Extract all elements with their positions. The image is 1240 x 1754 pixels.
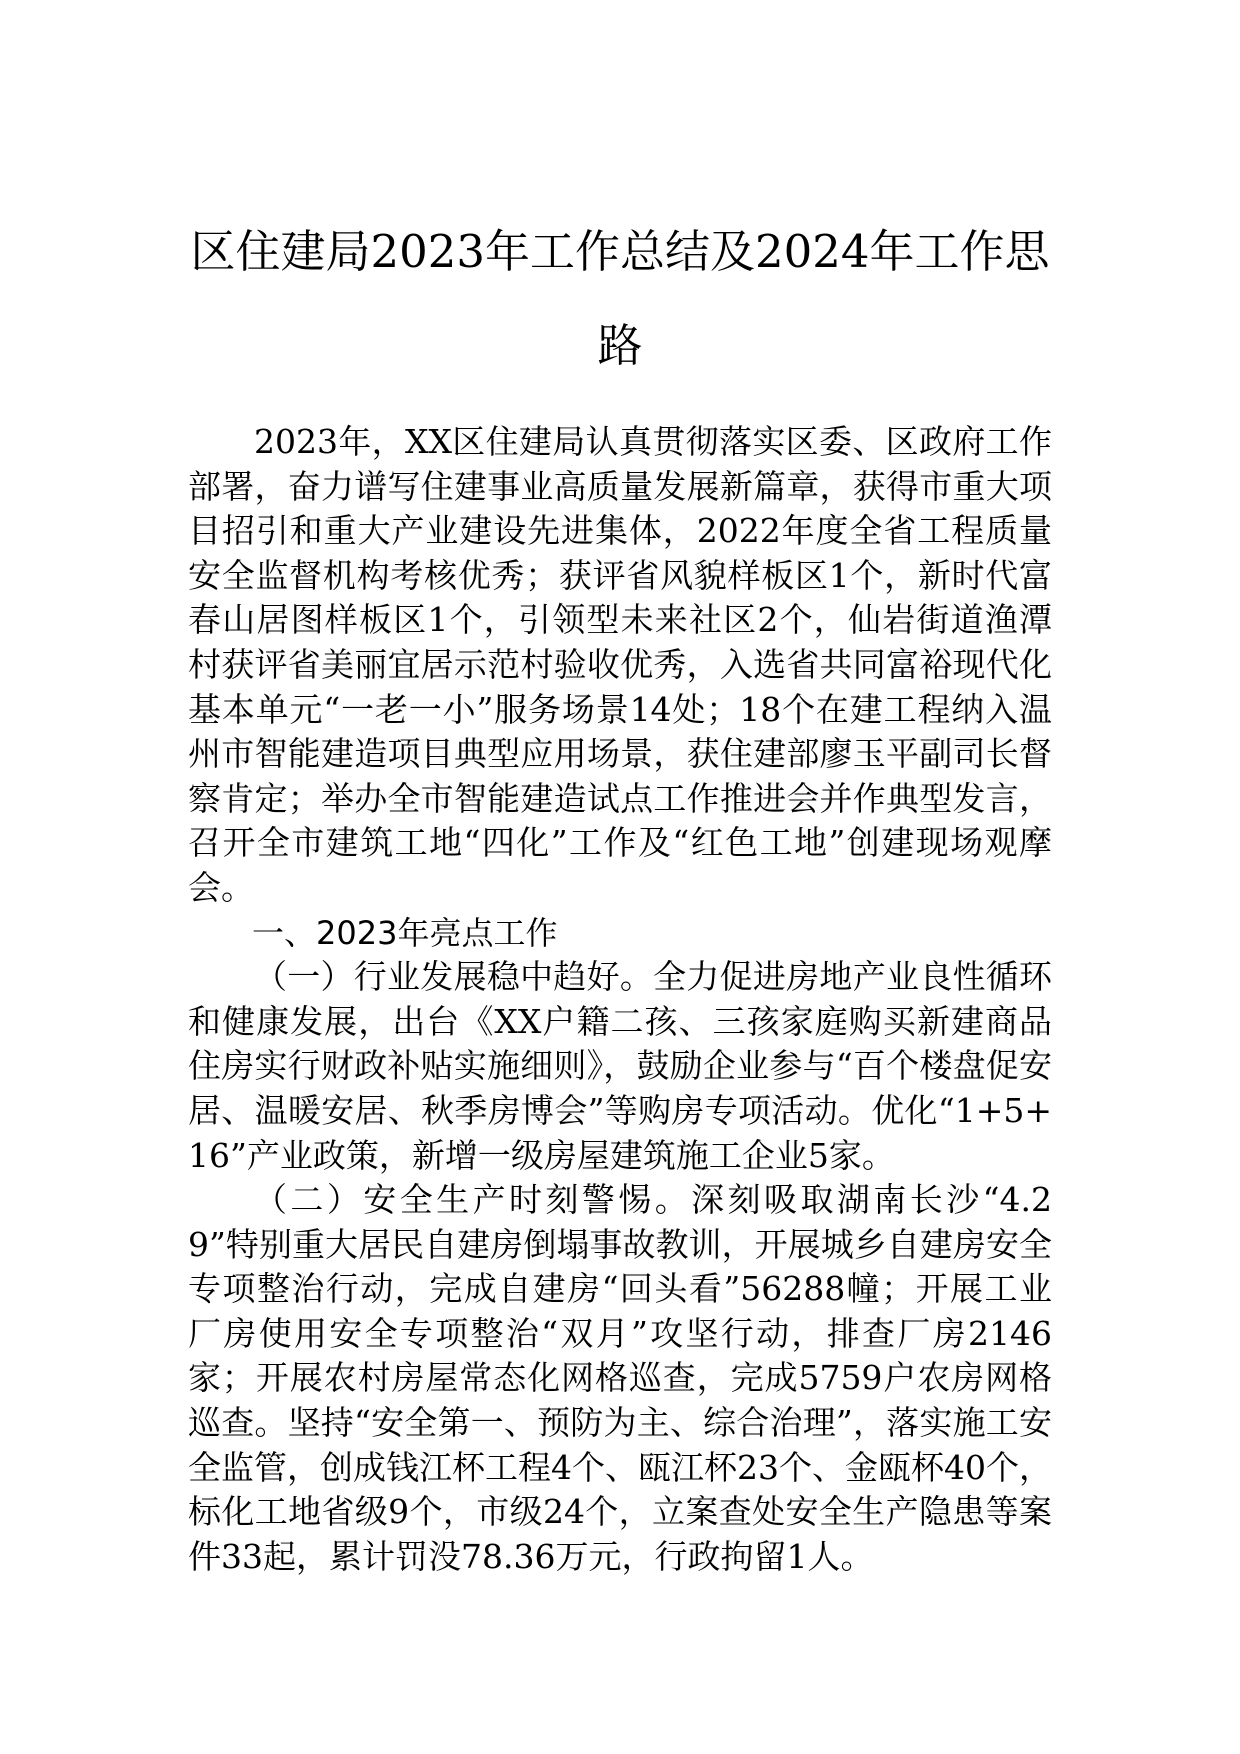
document-body: [188, 420, 1052, 1579]
item-1-paragraph: （一）行业发展稳中趋好。全力促进房地产业良性循环和健康发展，出台《XX户籍二孩、三孩家庭购买新建商品住房实行财政补贴实施细则》，鼓励企业参与“百个楼盘促安居、温暖安居、秋季房博会”等购房专项活动。优化“1+5+16”产业政策，新增一级房屋建筑施工企业5家。: [188, 957, 1052, 1175]
section-heading: 一、2023年亮点工作: [252, 913, 558, 952]
intro-paragraph: 2023年，XX区住建局认真贯彻落实区委、区政府工作部署，奋力谱写住建事业高质量发展新篇章，获得市重大项目招引和重大产业建设先进集体，2022年度全省工程质量安全监督机构考核优秀；获评省风貌样板区1个，新时代富春山居图样板区1个，引领型未来社区2个，仙岩街道渔潭村获评省美丽宜居示范村验收优秀，入选省共同富裕现代化基本单元“一老一小”服务场景14处；18个在建工程纳入温州市智能建造项目典型应用场景，获住建部廖玉平副司长督察肯定；举办全市智能建造试点工作推进会并作典型发言，召开全市建筑工地“四化”工作及“红色工地”创建现场观摩会。: [188, 422, 1052, 907]
item-2-paragraph: （二）安全生产时刻警惕。深刻吸取湖南长沙“4.29”特别重大居民自建房倒塌事故教训，开展城乡自建房安全专项整治行动，完成自建房“回头看”56288幢；开展工业厂房使用安全专项整治“双月”攻坚行动，排查厂房2146家；开展农村房屋常态化网格巡查，完成5759户农房网格巡查。坚持“安全第一、预防为主、综合治理”，落实施工安全监管，创成钱江杯工程4个、瓯江杯23个、金瓯杯40个，标化工地省级9个，市级24个，立案查处安全生产隐患等案件33起，累计罚没78.36万元，行政拘留1人。: [188, 1180, 1052, 1576]
document-title: 区住建局2023年工作总结及2024年工作思路: [190, 225, 1050, 372]
